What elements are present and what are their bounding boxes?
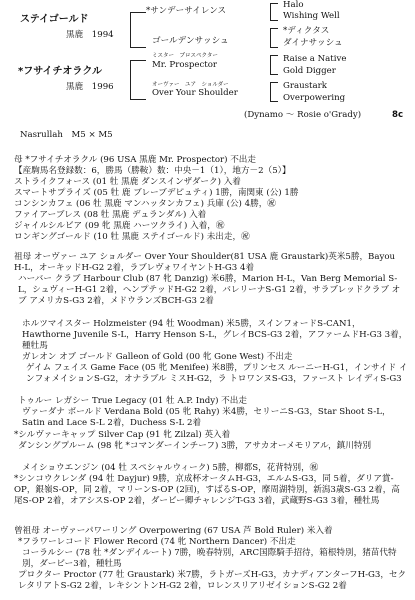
granddam-heading: 祖母 オーヴァー ユア ショルダー Over Your Shoulder(81 USA 鹿 Graustark)英米5勝，Bayou H-L，オーキッドH-G2 2着，ラブレヴォワイヤントH-G3 4着: [14, 252, 396, 274]
family-item: *シルヴァーキャップ Silver Cap (91 牝 Zilzal) 英入着: [14, 430, 231, 440]
bracket: [130, 60, 131, 100]
progeny-item: ファイアーブレス (08 牡 黒鹿 デュランダル) 入着: [14, 210, 207, 220]
family-item: ヴァーダナ ボールド Verdana Bold (05 牝 Rahy) 米4勝，セリーニS-G3，Star Shoot S-L，Satin and Lace S-L 2着，Duchess S-L 2着: [22, 407, 391, 429]
bracket: [130, 47, 146, 48]
bracket: [130, 12, 131, 48]
family-item: ガレオン オブ ゴールド Galleon of Gold (00 牝 Gone West) 不出走: [22, 352, 293, 362]
bracket: [270, 3, 271, 21]
bracket: [130, 12, 146, 13]
dd-name: Over Your Shoulder: [152, 88, 238, 98]
dam-heading: 母 *フサイチオラクル (96 USA 黒鹿 Mr. Prospector) 不出走: [14, 155, 256, 165]
progeny-item: コンシンカフェ (06 牡 黒鹿 マンハッタンカフェ) 兵庫 (公) 4勝，㊗: [14, 199, 276, 209]
ssd-name: Wishing Well: [283, 11, 340, 21]
sire-name: ステイゴールド: [20, 14, 89, 25]
sd-name: ゴールデンサッシュ: [152, 36, 229, 46]
family-item: メイショウエンジン (04 牡 スペシャルウィーク) 5勝，柳都S，花背特別，㊗: [22, 463, 319, 473]
ss-name: *サンデーサイレンス: [146, 6, 227, 16]
dsd-name: Gold Digger: [283, 66, 336, 76]
ds-name: Mr. Prospector: [152, 60, 218, 70]
sss-name: Halo: [283, 0, 304, 10]
bracket: [270, 74, 278, 75]
progeny-item: ロンギングゴールド (10 牡 黒鹿 ステイゴールド) 未出走，㊗: [14, 232, 250, 242]
dd-ruby: オーヴァー ユア ショルダー: [152, 82, 229, 88]
bracket: [270, 55, 271, 75]
bracket: [130, 60, 146, 61]
sds-name: *ディクタス: [283, 26, 330, 36]
family-item: ダンシングプルーム (98 牝 *コマンダーインチーフ) 3勝，アサカオーメモリアル，鎮川特別: [18, 441, 372, 451]
progeny-item: スマートサプライズ (05 牡 鹿 ブレーブデピュティ) 1勝，南関東 (公) 1勝: [14, 188, 299, 198]
dam-name: *フサイチオラクル: [18, 66, 103, 77]
family-item: ハーバー クラブ Harbour Club (87 牝 Danzig) 米6勝，Marion H-L，Van Berg Memorial S-L，シュヴィーH-G1 2着，ヘンプテッドH-G2 2着，バレリーナS-G1 2着，サラブレッドクラブ オブ アメリカS-G3 2着，メドウランズBCH-G3 2着: [18, 274, 401, 307]
bracket: [270, 55, 278, 56]
bracket: [130, 99, 146, 100]
ddd-name: Overpowering: [283, 93, 346, 103]
bracket: [270, 101, 278, 102]
bracket: [270, 20, 278, 21]
dss-name: Raise a Native: [283, 54, 347, 64]
sdd-name: ダイナサッシュ: [283, 38, 343, 48]
family-item: トゥルー レガシー True Legacy (01 牡 A.P. Indy) 不出走: [18, 396, 247, 406]
bracket: [270, 3, 278, 4]
ds-ruby: ミスター プロスペクター: [152, 53, 218, 59]
bracket: [270, 47, 278, 48]
dds-name: Graustark: [283, 81, 327, 91]
family-item: コーラルシー (78 牡 *ダンデイルート) 7勝，晩春特別，ARC国際騎手招待，箱根特別，猪苗代特別，ダービー3着，種牡馬: [22, 548, 397, 570]
sire-info: 黒鹿 1994: [66, 30, 114, 40]
family-item: プロクター Proctor (77 牡 Graustark) 米7勝，ラトガーズH-G3，カナディアンターフH-G3，セクレタリアトS-G2 2着，レキシントンH-G2 2着，ロレンスリアリゼイションS-G2 2着: [18, 570, 407, 592]
bracket: [270, 28, 278, 29]
bracket: [270, 28, 271, 48]
progeny-item: ジャイルシルビア (09 牝 黒鹿 ハーツクライ) 入着，㊗: [14, 221, 225, 231]
family-item: ゲイム フェイス Game Face (05 牝 Menifee) 米8勝，プリンセス ルーニーH-G1，インサイド インフォメイションS-G2，オナラブル ミスH-G2，ラ トロワンヌS-G3，ファースト レイディS-G3: [26, 363, 408, 385]
dam-info: 黒鹿 1996: [66, 82, 114, 92]
bracket: [270, 82, 271, 102]
bracket: [270, 82, 278, 83]
family-item: *フラワーレコード Flower Record (74 牝 Northern Dancer) 不出走: [18, 537, 296, 547]
family-number: 8c: [392, 110, 404, 120]
progeny-summary: 【産駒馬名登録数：6，勝馬（勝鞍）数：中央－1（1），地方－2（5）】: [14, 166, 291, 176]
family-item: *シンコウクレンダ (94 牡 Dayjur) 9勝，京成杯オータムH-G3，エルムS-G3，同 5着，ダリア賞-OP，銀嶺S-OP，同 2着，マリーンS-OP (2回)，すばるS-OP，摩周湖特別，新潟3歳S-G3 2着，高尾S-OP 2着，オアシスS-OP 2着，ダービー卿チャレンジT-G3 3着，武蔵野S-G3 3着，種牡馬: [14, 474, 400, 507]
progeny-item: ストライクフォース (01 牡 黒鹿 ダンスインザダーク) 入着: [14, 177, 241, 187]
great-granddam-heading: 曾祖母 オーヴァーパワーリング Overpowering (67 USA 芦 Bold Ruler) 米入着: [14, 526, 333, 536]
family-note: (Dynamo ～ Rosie o'Grady): [244, 110, 362, 120]
family-item: ホルツマイスター Holzmeister (94 牡 Woodman) 米5勝，スインフォードS-CAN1，Hawthorne Juvenile S-L，Harry Henson S-L，グレイBCS-G3 2着，アファームドH-G3 3着，種牡馬: [22, 319, 408, 352]
inbreeding: Nasrullah M5 × M5: [20, 130, 113, 140]
